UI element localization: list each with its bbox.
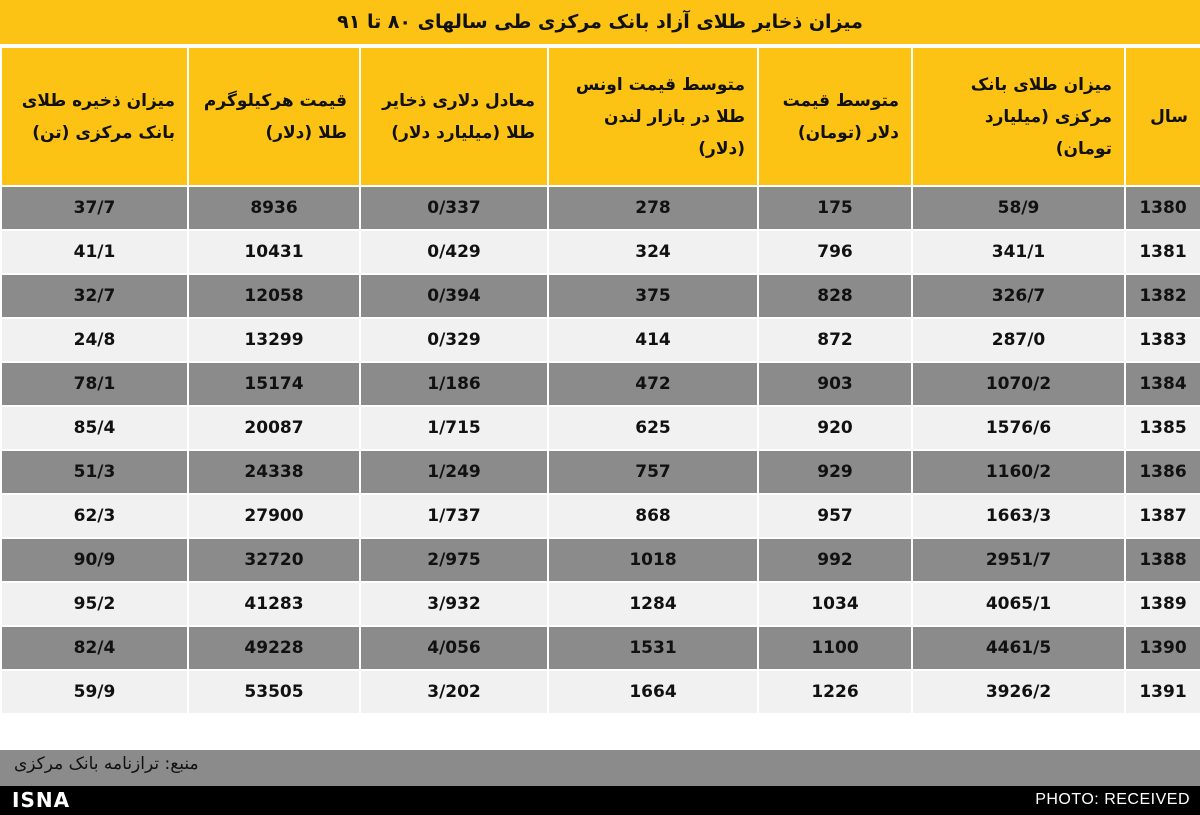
table-cell: 1/186 bbox=[360, 362, 548, 406]
table-cell: 1100 bbox=[758, 626, 912, 670]
column-header: سال bbox=[1125, 47, 1200, 186]
table-cell: 0/329 bbox=[360, 318, 548, 362]
table-row bbox=[1, 670, 1200, 714]
table-cell: 27900 bbox=[188, 494, 360, 538]
table-cell: 920 bbox=[758, 406, 912, 450]
table-cell: 95/2 bbox=[1, 582, 188, 626]
table-cell: 1389 bbox=[1125, 582, 1200, 626]
table-cell: 1018 bbox=[548, 538, 758, 582]
table-title: میزان ذخایر طلای آزاد بانک مرکزی طی سالهای ۸۰ تا ۹۱ bbox=[0, 0, 1200, 46]
table-cell: 1/737 bbox=[360, 494, 548, 538]
table-cell: 53505 bbox=[188, 670, 360, 714]
column-header: میزان ذخیره طلای بانک مرکزی (تن) bbox=[1, 47, 188, 186]
table-cell: 1384 bbox=[1125, 362, 1200, 406]
table-cell: 0/394 bbox=[360, 274, 548, 318]
table-cell: 32/7 bbox=[1, 274, 188, 318]
table-cell: 1391 bbox=[1125, 670, 1200, 714]
table-cell: 872 bbox=[758, 318, 912, 362]
table-cell: 625 bbox=[548, 406, 758, 450]
table-cell: 1387 bbox=[1125, 494, 1200, 538]
table-cell: 1386 bbox=[1125, 450, 1200, 494]
table-row bbox=[1, 538, 1200, 582]
table-cell: 903 bbox=[758, 362, 912, 406]
table-cell: 20087 bbox=[188, 406, 360, 450]
header-row bbox=[1, 47, 1200, 186]
table-cell: 1381 bbox=[1125, 230, 1200, 274]
table-cell: 1388 bbox=[1125, 538, 1200, 582]
table-cell: 1/249 bbox=[360, 450, 548, 494]
table-row bbox=[1, 406, 1200, 450]
table-row bbox=[1, 582, 1200, 626]
bottom-bar bbox=[0, 786, 1200, 815]
table-cell: 24/8 bbox=[1, 318, 188, 362]
table-row bbox=[1, 626, 1200, 670]
table-row bbox=[1, 186, 1200, 230]
table-row bbox=[1, 494, 1200, 538]
table-cell: 1390 bbox=[1125, 626, 1200, 670]
table-row bbox=[1, 450, 1200, 494]
table-cell: 414 bbox=[548, 318, 758, 362]
table-cell: 3/932 bbox=[360, 582, 548, 626]
column-header: میزان طلای بانک مرکزی (میلیارد تومان) bbox=[912, 47, 1125, 186]
table-cell: 1383 bbox=[1125, 318, 1200, 362]
table-cell: 0/429 bbox=[360, 230, 548, 274]
table-cell: 41/1 bbox=[1, 230, 188, 274]
table-cell: 1034 bbox=[758, 582, 912, 626]
table-row bbox=[1, 362, 1200, 406]
table-cell: 15174 bbox=[188, 362, 360, 406]
column-header: معادل دلاری ذخایر طلا (میلیارد دلار) bbox=[360, 47, 548, 186]
table-cell: 13299 bbox=[188, 318, 360, 362]
table-cell: 757 bbox=[548, 450, 758, 494]
table-cell: 1576/6 bbox=[912, 406, 1125, 450]
table-cell: 85/4 bbox=[1, 406, 188, 450]
table-cell: 0/337 bbox=[360, 186, 548, 230]
table-cell: 1160/2 bbox=[912, 450, 1125, 494]
table-cell: 78/1 bbox=[1, 362, 188, 406]
table-cell: 341/1 bbox=[912, 230, 1125, 274]
table-cell: 10431 bbox=[188, 230, 360, 274]
table-cell: 1385 bbox=[1125, 406, 1200, 450]
table-cell: 278 bbox=[548, 186, 758, 230]
table-cell: 796 bbox=[758, 230, 912, 274]
table-body bbox=[1, 186, 1200, 714]
table-cell: 58/9 bbox=[912, 186, 1125, 230]
table-cell: 32720 bbox=[188, 538, 360, 582]
table-cell: 1226 bbox=[758, 670, 912, 714]
table-cell: 868 bbox=[548, 494, 758, 538]
source-text: منبع: ترازنامه بانک مرکزی bbox=[14, 754, 199, 774]
table-cell: 4065/1 bbox=[912, 582, 1125, 626]
table-cell: 51/3 bbox=[1, 450, 188, 494]
table-cell: 326/7 bbox=[912, 274, 1125, 318]
source-footer bbox=[0, 750, 1200, 786]
table-cell: 828 bbox=[758, 274, 912, 318]
table-cell: 287/0 bbox=[912, 318, 1125, 362]
table-cell: 1/715 bbox=[360, 406, 548, 450]
table-row bbox=[1, 230, 1200, 274]
gold-reserves-table bbox=[0, 46, 1200, 715]
table-cell: 1382 bbox=[1125, 274, 1200, 318]
table-cell: 1380 bbox=[1125, 186, 1200, 230]
column-header: متوسط قیمت اونس طلا در بازار لندن (دلار) bbox=[548, 47, 758, 186]
table-cell: 12058 bbox=[188, 274, 360, 318]
isna-logo: ISNA bbox=[12, 788, 71, 812]
table-cell: 929 bbox=[758, 450, 912, 494]
table-cell: 1070/2 bbox=[912, 362, 1125, 406]
table-cell: 3/202 bbox=[360, 670, 548, 714]
table-cell: 37/7 bbox=[1, 186, 188, 230]
table-cell: 4461/5 bbox=[912, 626, 1125, 670]
table-cell: 1284 bbox=[548, 582, 758, 626]
photo-credit: PHOTO: RECEIVED bbox=[1035, 791, 1190, 808]
table-cell: 1663/3 bbox=[912, 494, 1125, 538]
table-cell: 82/4 bbox=[1, 626, 188, 670]
table-row bbox=[1, 318, 1200, 362]
table-cell: 8936 bbox=[188, 186, 360, 230]
table-cell: 59/9 bbox=[1, 670, 188, 714]
table-cell: 62/3 bbox=[1, 494, 188, 538]
table-cell: 957 bbox=[758, 494, 912, 538]
table-cell: 375 bbox=[548, 274, 758, 318]
table-cell: 324 bbox=[548, 230, 758, 274]
table-cell: 2/975 bbox=[360, 538, 548, 582]
table-cell: 90/9 bbox=[1, 538, 188, 582]
table-cell: 2951/7 bbox=[912, 538, 1125, 582]
table-cell: 24338 bbox=[188, 450, 360, 494]
column-header: متوسط قیمت دلار (تومان) bbox=[758, 47, 912, 186]
table-cell: 3926/2 bbox=[912, 670, 1125, 714]
table-cell: 49228 bbox=[188, 626, 360, 670]
table-cell: 1531 bbox=[548, 626, 758, 670]
table-cell: 472 bbox=[548, 362, 758, 406]
column-header: قیمت هرکیلوگرم طلا (دلار) bbox=[188, 47, 360, 186]
table-cell: 992 bbox=[758, 538, 912, 582]
table-cell: 175 bbox=[758, 186, 912, 230]
table-row bbox=[1, 274, 1200, 318]
table-cell: 4/056 bbox=[360, 626, 548, 670]
table-cell: 1664 bbox=[548, 670, 758, 714]
table-cell: 41283 bbox=[188, 582, 360, 626]
